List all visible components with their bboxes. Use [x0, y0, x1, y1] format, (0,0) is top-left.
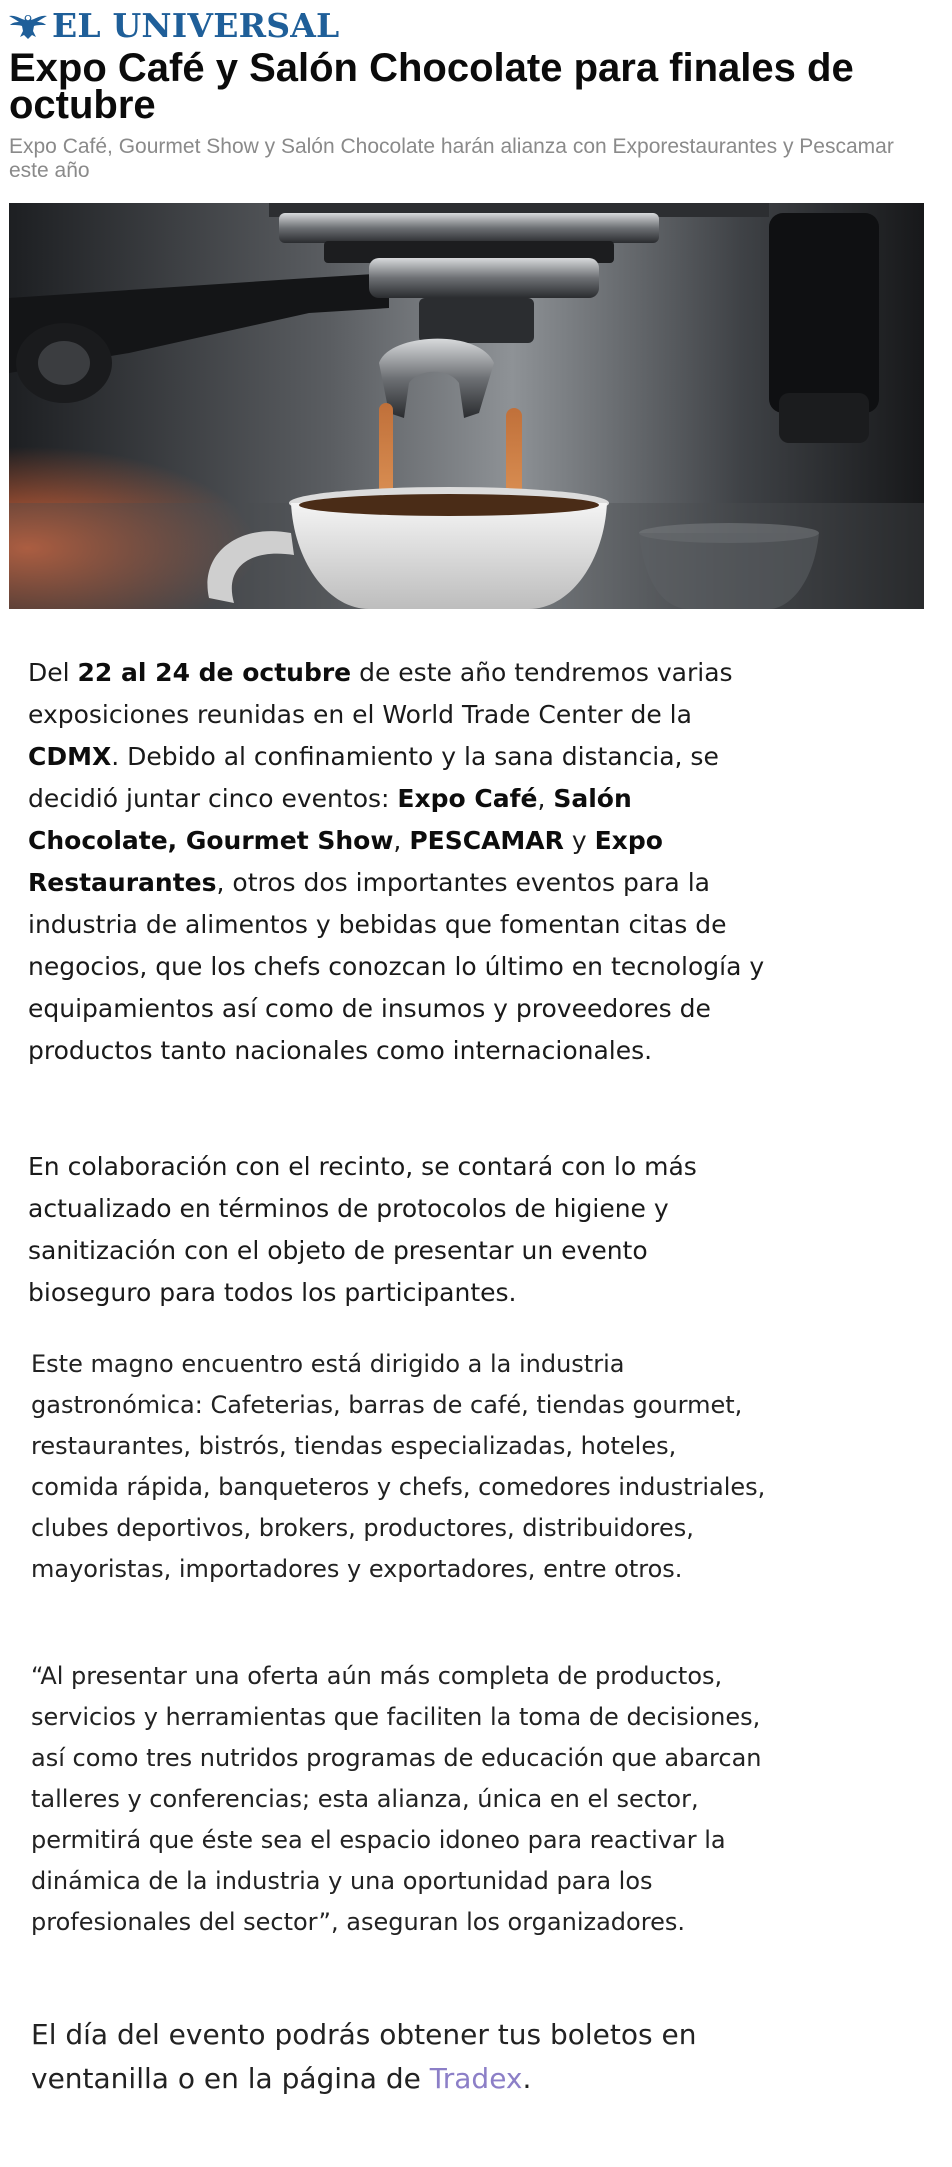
- article-headline: Expo Café y Salón Chocolate para finales de octubre: [9, 46, 854, 127]
- paragraph-5: El día del evento podrás obtener tus boletos en ventanilla o en la página de Tradex.: [31, 2018, 697, 2095]
- article-subtitle: Expo Café, Gourmet Show y Salón Chocolate harán alianza con Exporestaurantes y Pescamar este año: [9, 135, 894, 182]
- paragraph-2: En colaboración con el recinto, se contará con lo más actualizado en términos de protocolos de higiene y sanitización con el objeto de presentar un evento bioseguro para todos los participantes.: [28, 1152, 697, 1307]
- paragraph-3: Este magno encuentro está dirigido a la industria gastronómica: Cafeterias, barras de café, tiendas gourmet, restaurantes, bistrós, tiendas especializadas, hoteles, comida rápida, banqueteros y chefs, comedores industriales, clubes deportivos, brokers, productores, distribuidores, mayoristas, importadores y exportadores, entre otros.: [31, 1350, 766, 1583]
- tradex-link[interactable]: Tradex: [429, 2062, 523, 2095]
- paragraph-1: Del 22 al 24 de octubre de este año tendremos varias exposiciones reunidas en el World Trade Center de la CDMX. Debido al confinamiento y la sana distancia, se decidió juntar cinco eventos: Expo Café, Salón Chocolate, Gourmet Show, PESCAMAR y Expo Restaurantes, otros dos importantes eventos para la industria de alimentos y bebidas que fomentan citas de negocios, que los chefs conozcan lo último en tecnología y equipamientos así como de insumos y proveedores de productos tanto nacionales como internacionales.: [28, 658, 765, 1065]
- paragraph-4-quote: “Al presentar una oferta aún más completa de productos, servicios y herramientas que faciliten la toma de decisiones, así como tres nutridos programas de educación que abarcan talleres y conferencias; esta alianza, única en el sector, permitirá que éste sea el espacio idoneo para reactivar la dinámica de la industria y una oportunidad para los profesionales del sector”, aseguran los organizadores.: [31, 1662, 762, 1936]
- hero-image: [9, 203, 924, 609]
- brand-name[interactable]: EL UNIVERSAL: [52, 5, 340, 45]
- masthead[interactable]: [8, 6, 339, 44]
- eagle-icon: [8, 9, 48, 41]
